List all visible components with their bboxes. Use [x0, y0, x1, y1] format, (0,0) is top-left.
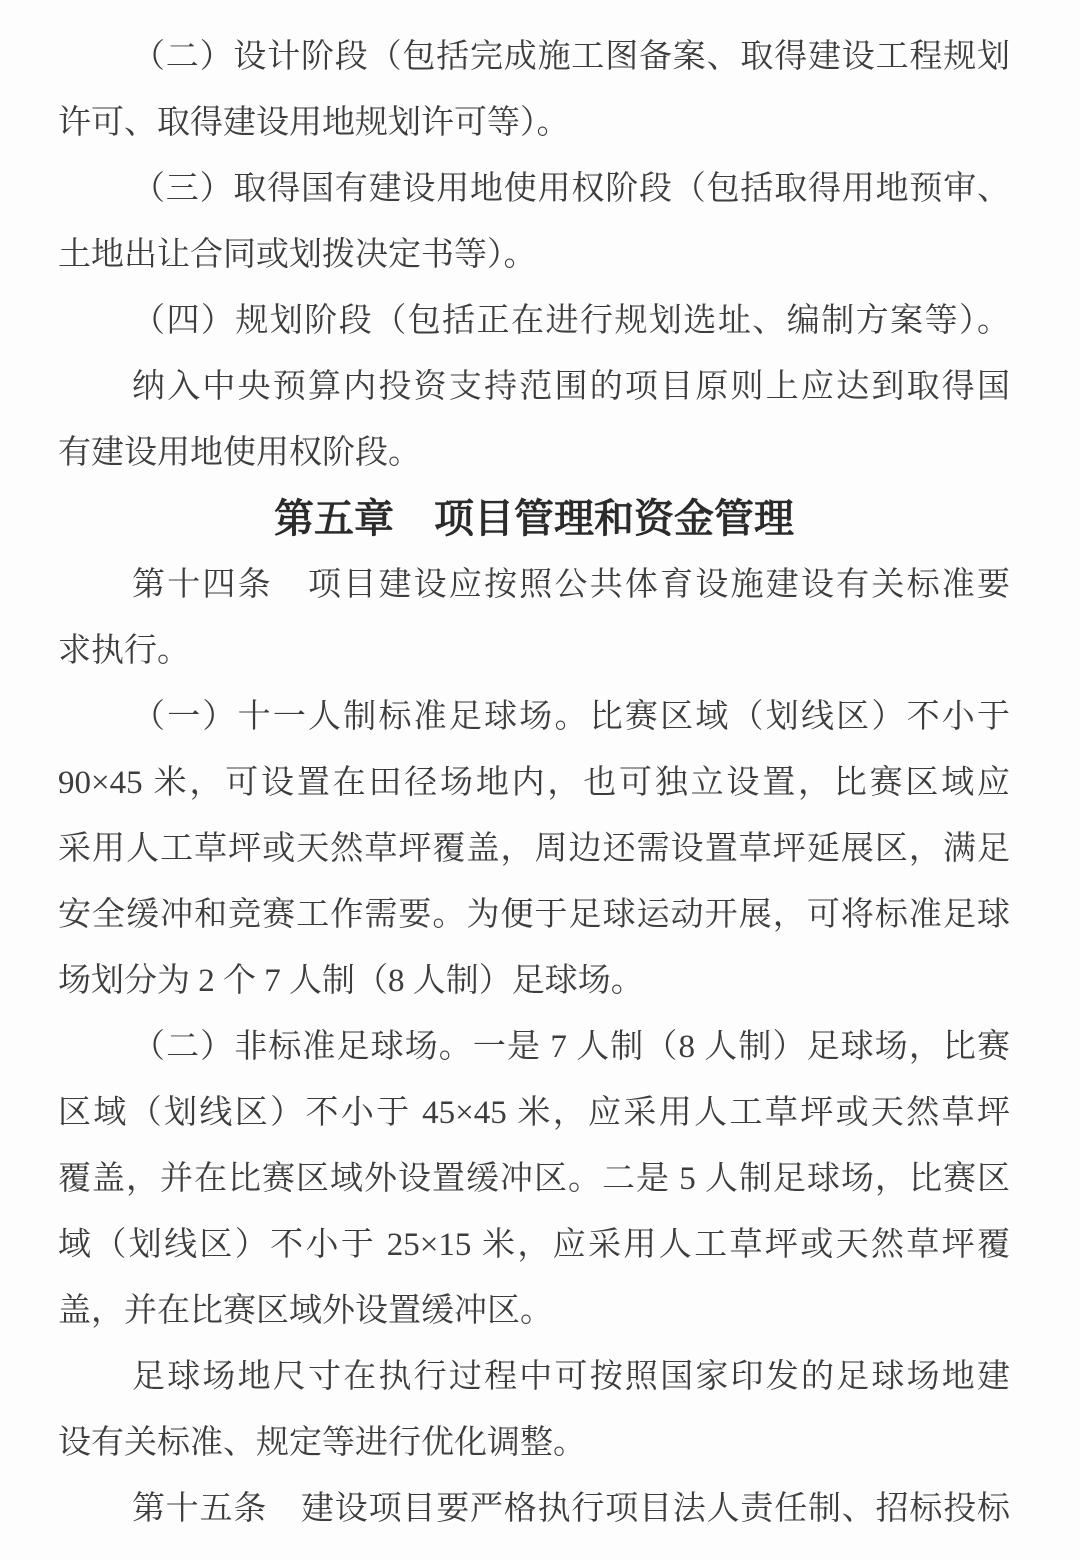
text-line: （四）规划阶段（包括正在进行规划选址、编制方案等）。: [132, 303, 1010, 339]
text-line: （二）非标准足球场。一是 7 人制（8 人制）足球场，比赛: [132, 1029, 1010, 1065]
text-line: 域（划线区）不小于 25×15 米，应采用人工草坪或天然草坪覆: [58, 1227, 1010, 1263]
text-line: 区域（划线区）不小于 45×45 米，应采用人工草坪或天然草坪: [58, 1095, 1010, 1131]
text-line: 覆盖，并在比赛区域外设置缓冲区。二是 5 人制足球场，比赛区: [58, 1161, 1010, 1197]
text-line: 采用人工草坪或天然草坪覆盖，周边还需设置草坪延展区，满足: [58, 831, 1010, 867]
text-line: 场划分为 2 个 7 人制（8 人制）足球场。: [58, 963, 644, 999]
text-line: （三）取得国有建设用地使用权阶段（包括取得用地预审、: [132, 171, 1010, 207]
text-line: 第十四条 项目建设应按照公共体育设施建设有关标准要: [132, 567, 1010, 603]
text-line: 第十五条 建设项目要严格执行项目法人责任制、招标投标: [132, 1491, 1010, 1527]
text-line: （二）设计阶段（包括完成施工图备案、取得建设工程规划: [132, 39, 1010, 75]
text-line: 有建设用地使用权阶段。: [58, 435, 421, 471]
text-line: 土地出让合同或划拨决定书等）。: [58, 237, 537, 273]
chapter-heading: 第五章 项目管理和资金管理: [274, 497, 794, 541]
text-line: 盖，并在比赛区域外设置缓冲区。: [58, 1293, 553, 1329]
text-line: 纳入中央预算内投资支持范围的项目原则上应达到取得国: [132, 369, 1010, 405]
text-line: （一）十一人制标准足球场。比赛区域（划线区）不小于: [132, 699, 1010, 735]
document-body: [58, 24, 1010, 1542]
text-line: 求执行。: [58, 633, 190, 669]
text-line: 足球场地尺寸在执行过程中可按照国家印发的足球场地建: [132, 1359, 1010, 1395]
text-line: 许可、取得建设用地规划许可等）。: [58, 105, 570, 141]
text-line: 安全缓冲和竞赛工作需要。为便于足球运动开展，可将标准足球: [58, 897, 1010, 933]
text-line: 90×45 米，可设置在田径场地内，也可独立设置，比赛区域应: [58, 765, 1010, 801]
text-line: 设有关标准、规定等进行优化调整。: [58, 1425, 586, 1461]
